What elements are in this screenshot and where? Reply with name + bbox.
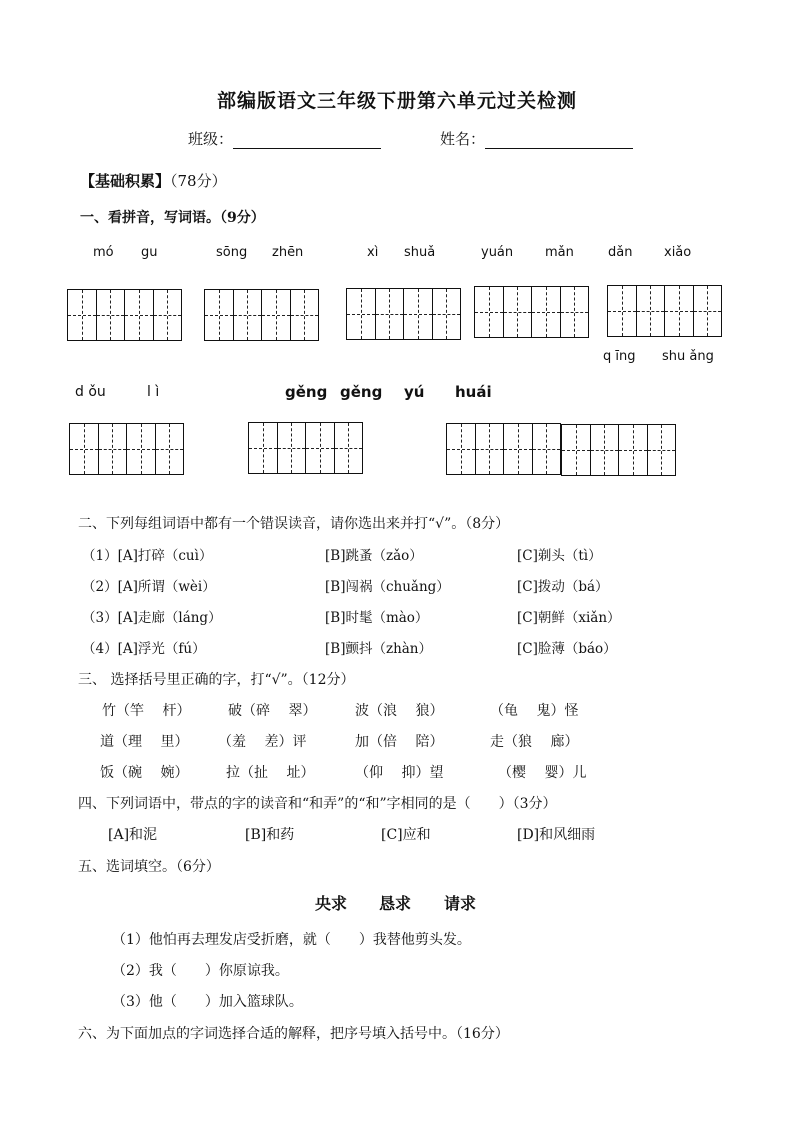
q2-option[interactable]: [B]时髦（mào） (325, 610, 429, 626)
pinyin-4b: mǎn (545, 245, 574, 260)
writing-grid[interactable] (446, 423, 561, 475)
pinyin-3b: shuǎ (404, 245, 436, 260)
class-field[interactable] (188, 128, 381, 149)
q2-option[interactable]: [C]剃头（tì） (517, 548, 602, 564)
pinyin-3a: xì (367, 245, 379, 260)
pinyin-2a: sōng (216, 245, 248, 260)
q4-option-b[interactable]: [B]和药 (245, 827, 295, 843)
writing-grid[interactable] (69, 423, 184, 475)
basic-header-score: （78分） (170, 172, 227, 190)
q2-option[interactable]: [C]拨动（bá） (517, 579, 609, 595)
pinyin-2b: zhēn (272, 245, 304, 260)
word-bank-item: 请求 (444, 894, 477, 913)
q2-option[interactable]: [C]脸薄（báo） (517, 641, 617, 657)
pinyin-6b: shu ǎng (662, 349, 714, 364)
q3-choice[interactable]: 拉（扯 址） (226, 765, 315, 781)
q2-heading: 二、下列每组词语中都有一个错误读音，请你选出来并打“√”。（8分） (78, 516, 510, 532)
basic-section-header (80, 170, 227, 191)
word-bank-item: 恳求 (379, 894, 412, 913)
q6-heading: 六、为下面加点的字词选择合适的解释，把序号填入括号中。（16分） (78, 1026, 509, 1042)
name-field[interactable] (440, 128, 633, 149)
pinyin-9b: huái (455, 383, 492, 401)
q3-choice[interactable]: 饭（碗 婉） (100, 765, 189, 781)
pinyin-5b: xiǎo (664, 245, 692, 260)
q3-choice[interactable]: （龟 鬼）怪 (490, 703, 579, 719)
q2-option[interactable]: [C]朝鲜（xiǎn） (517, 610, 621, 626)
writing-grid[interactable] (204, 289, 319, 341)
name-blank[interactable] (485, 134, 633, 149)
pinyin-9a: yú (404, 383, 425, 401)
q3-choice[interactable]: 波（浪 狼） (355, 703, 444, 719)
q5-item: （1）他怕再去理发店受折磨，就（ ）我替他剪头发。 (112, 932, 471, 948)
q5-heading: 五、选词填空。（6分） (78, 859, 220, 875)
q3-choice[interactable]: 竹（竿 杆） (102, 703, 191, 719)
q2-option[interactable]: [B]颤抖（zhàn） (325, 641, 433, 657)
q2-option[interactable]: （1）[A]打碎（cuì） (82, 548, 213, 564)
q3-choice[interactable]: 走（狼 廊） (490, 734, 579, 750)
class-blank[interactable] (233, 134, 381, 149)
q2-option[interactable]: [B]闯祸（chuǎng） (325, 579, 450, 595)
q4-option-c[interactable]: [C]应和 (381, 827, 431, 843)
q3-choice[interactable]: 道（理 里） (100, 734, 189, 750)
pinyin-7a: d ǒu (75, 384, 106, 400)
pinyin-1a: mó (93, 245, 114, 260)
writing-grid[interactable] (474, 286, 589, 338)
class-label: 班级： (188, 130, 234, 148)
pinyin-8b: gěng (340, 383, 383, 401)
writing-grid[interactable] (607, 285, 722, 337)
q3-choice[interactable]: （仰 抑）望 (355, 765, 444, 781)
q3-choice[interactable]: （羞 差）评 (218, 734, 307, 750)
q3-heading: 三、 选择括号里正确的字，打“√”。（12分） (78, 672, 355, 688)
q4-heading: 四、下列词语中，带点的字的读音和“和弄”的“和”字相同的是（ ）（3分） (78, 796, 557, 812)
basic-header-title: 【基础积累】 (80, 172, 171, 190)
q5-item: （3）他（ ）加入篮球队。 (112, 994, 303, 1010)
pinyin-7b: l ì (147, 384, 160, 400)
q1-heading: 一、看拼音，写词语。（9分） (80, 210, 265, 226)
q3-choice[interactable]: 破（碎 翠） (228, 703, 317, 719)
pinyin-6a: q īng (603, 349, 636, 364)
pinyin-4a: yuán (481, 245, 514, 260)
writing-grid[interactable] (248, 422, 363, 474)
pinyin-8a: gěng (285, 383, 328, 401)
q4-option-d[interactable]: [D]和风细雨 (517, 827, 596, 843)
q2-option[interactable]: [B]跳蚤（zǎo） (325, 548, 423, 564)
name-label: 姓名： (440, 130, 486, 148)
page-title: 部编版语文三年级下册第六单元过关检测 (216, 90, 577, 112)
pinyin-1b: gu (141, 245, 158, 260)
q2-option[interactable]: （4）[A]浮光（fú） (82, 641, 206, 657)
q2-option[interactable]: （3）[A]走廊（láng） (82, 610, 222, 626)
writing-grid[interactable] (561, 424, 676, 476)
pinyin-5a: dǎn (608, 245, 633, 260)
word-bank-item: 央求 (315, 894, 348, 913)
writing-grid[interactable] (67, 289, 182, 341)
q5-item: （2）我（ ）你原谅我。 (112, 963, 289, 979)
q3-choice[interactable]: （樱 婴）儿 (498, 765, 587, 781)
q4-option-a[interactable]: [A]和泥 (108, 827, 158, 843)
q2-option[interactable]: （2）[A]所谓（wèi） (82, 579, 216, 595)
q3-choice[interactable]: 加（倍 陪） (355, 734, 444, 750)
writing-grid[interactable] (346, 288, 461, 340)
